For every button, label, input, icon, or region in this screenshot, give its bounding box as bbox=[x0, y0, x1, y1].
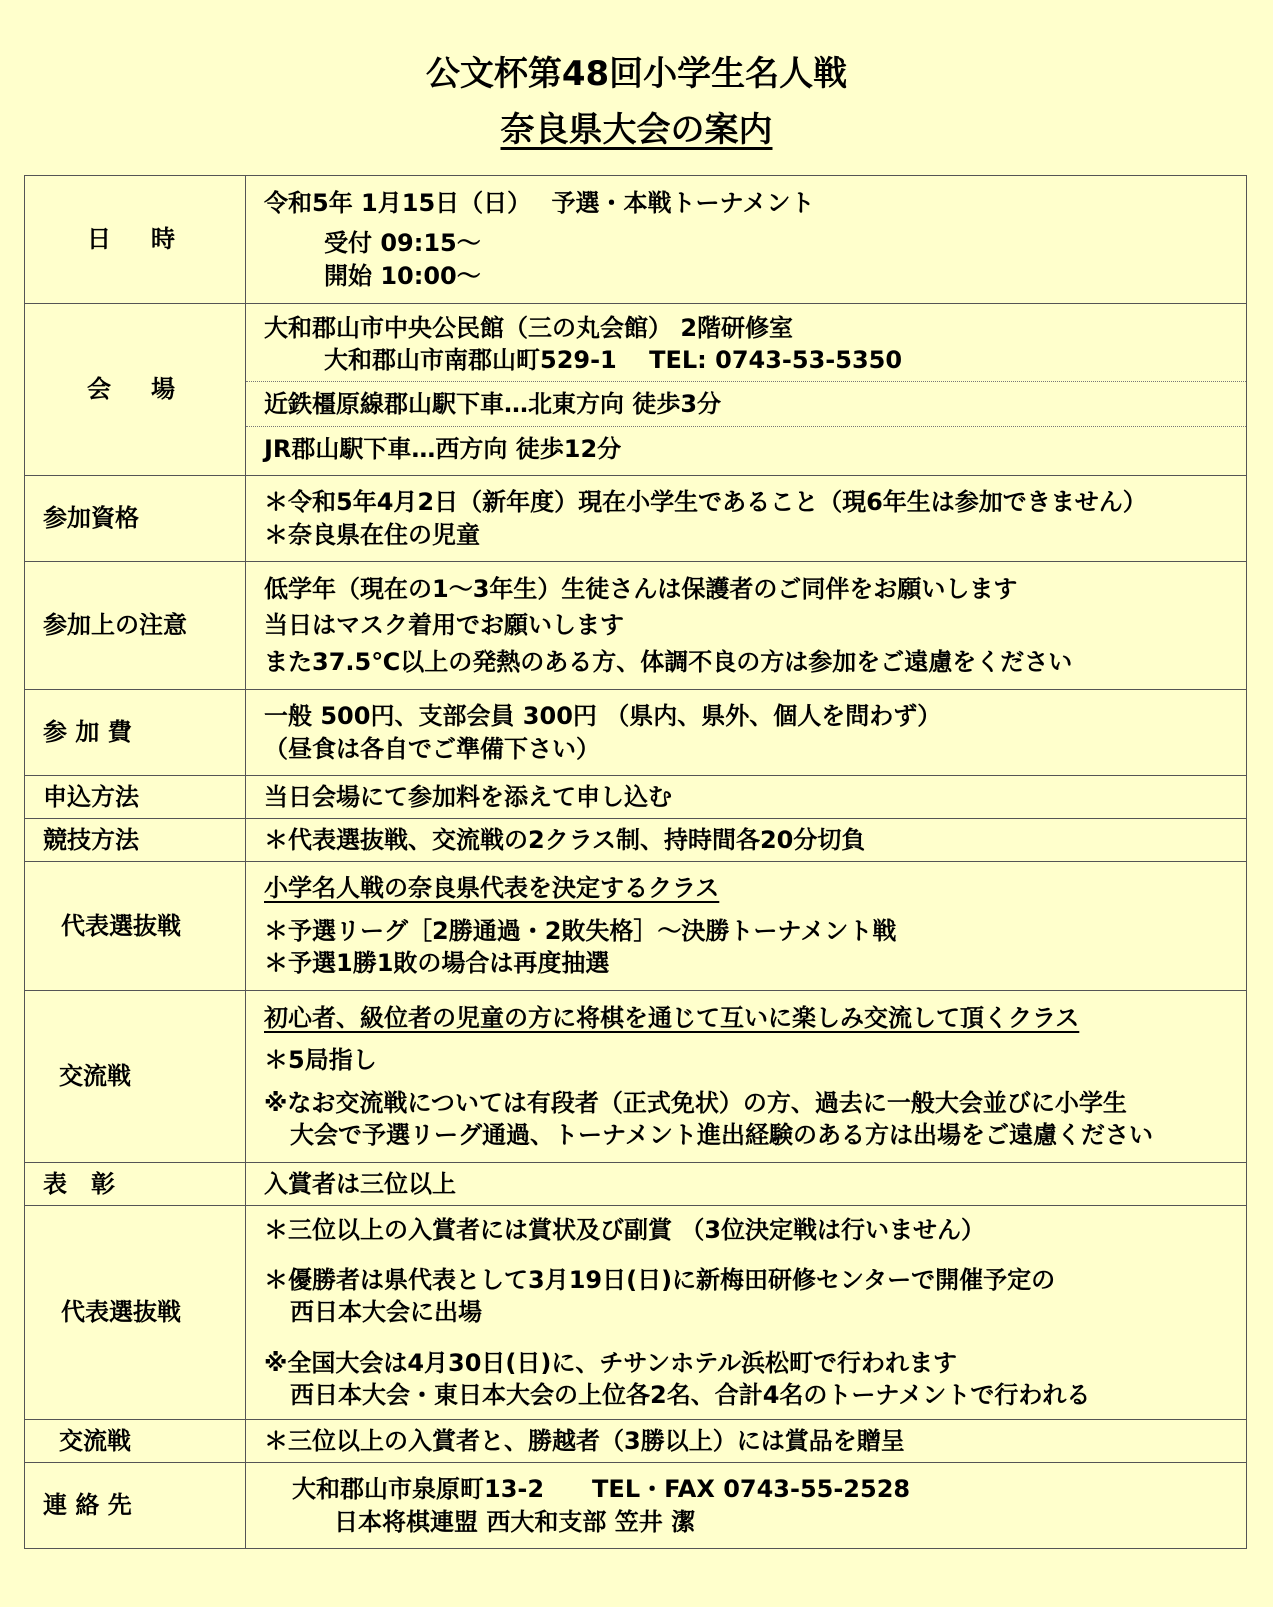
datetime-date: 令和5年 1月15日（日） 予選・本戦トーナメント bbox=[264, 188, 815, 217]
row-format bbox=[25, 819, 1247, 862]
page-title: 公文杯第48回小学生名人戦 bbox=[425, 54, 848, 94]
rep-class-heading: 小学名人戦の奈良県代表を決定するクラス bbox=[264, 874, 720, 903]
rep-award-line: 西日本大会・東日本大会の上位各2名、合計4名のトーナメントで行われる bbox=[290, 1381, 1091, 1410]
venue-address: 大和郡山市南郡山町529-1 TEL: 0743-53-5350 bbox=[324, 346, 903, 375]
exchange-class-line: ※なお交流戦については有段者（正式免状）の方、過去に一般大会並びに小学生 bbox=[264, 1088, 1127, 1117]
label-exchange-class: 交流戦 bbox=[25, 991, 246, 1163]
content-apply bbox=[246, 776, 1247, 819]
content-fee bbox=[246, 690, 1247, 776]
content-venue bbox=[246, 304, 1247, 476]
datetime-reception: 受付 09:15～ bbox=[324, 229, 481, 258]
content-exchange-class bbox=[246, 991, 1247, 1163]
exchange-class-line: 大会で予選リーグ通過、トーナメント進出経験のある方は出場をご遠慮ください bbox=[290, 1120, 1154, 1149]
row-fee bbox=[25, 690, 1247, 776]
label-venue: 会 場 bbox=[25, 304, 246, 476]
notes-line: 低学年（現在の1～3年生）生徒さんは保護者のご同伴をお願いします bbox=[264, 574, 1018, 603]
fee-line: 一般 500円、支部会員 300円 （県内、県外、個人を問わず） bbox=[264, 702, 942, 731]
row-rep-class bbox=[25, 862, 1247, 991]
row-eligibility bbox=[25, 476, 1247, 562]
venue-access-kintetsu: 近鉄橿原線郡山駅下車…北東方向 徒歩3分 bbox=[246, 381, 1246, 422]
label-exchange-award: 交流戦 bbox=[25, 1420, 246, 1463]
row-notes bbox=[25, 562, 1247, 690]
content-notes bbox=[246, 562, 1247, 690]
contact-address: 大和郡山市泉原町13-2 TEL・FAX 0743-55-2528 bbox=[292, 1475, 911, 1504]
label-fee: 参 加 費 bbox=[25, 690, 246, 776]
label-award: 表 彰 bbox=[25, 1163, 246, 1206]
row-venue bbox=[25, 304, 1247, 476]
content-format bbox=[246, 819, 1247, 862]
rep-award-line: ※全国大会は4月30日(日)に、チサンホテル浜松町で行われます bbox=[264, 1348, 957, 1377]
contact-org: 日本将棋連盟 西大和支部 笠井 潔 bbox=[334, 1507, 696, 1536]
row-exchange-class bbox=[25, 991, 1247, 1163]
label-format: 競技方法 bbox=[25, 819, 246, 862]
notes-line: また37.5℃以上の発熱のある方、体調不良の方は参加をご遠慮をください bbox=[264, 647, 1073, 676]
venue-access-jr: JR郡山駅下車…西方向 徒歩12分 bbox=[246, 426, 1246, 467]
content-rep-award bbox=[246, 1206, 1247, 1420]
rep-class-line: ＊予選リーグ［2勝通過・2敗失格］～決勝トーナメント戦 bbox=[264, 916, 897, 945]
exchange-award-line: ＊三位以上の入賞者と、勝越者（3勝以上）には賞品を贈呈 bbox=[264, 1426, 905, 1455]
eligibility-line: ＊令和5年4月2日（新年度）現在小学生であること（現6年生は参加できません） bbox=[264, 488, 1147, 517]
notes-line: 当日はマスク着用でお願いします bbox=[264, 611, 624, 640]
label-eligibility: 参加資格 bbox=[25, 476, 246, 562]
content-award bbox=[246, 1163, 1247, 1206]
label-datetime: 日 時 bbox=[25, 176, 246, 304]
fee-line: （昼食は各自でご準備下さい） bbox=[264, 734, 600, 763]
exchange-class-heading: 初心者、級位者の児童の方に将棋を通じて互いに楽しみ交流して頂くクラス bbox=[264, 1003, 1080, 1032]
row-contact bbox=[25, 1463, 1247, 1549]
content-contact bbox=[246, 1463, 1247, 1549]
content-exchange-award bbox=[246, 1420, 1247, 1463]
page-subtitle: 奈良県大会の案内 bbox=[500, 110, 773, 150]
label-rep-award: 代表選抜戦 bbox=[25, 1206, 246, 1420]
content-datetime bbox=[246, 176, 1247, 304]
label-notes: 参加上の注意 bbox=[25, 562, 246, 690]
rep-award-line: ＊三位以上の入賞者には賞状及び副賞 （3位決定戦は行いません） bbox=[264, 1215, 986, 1244]
content-rep-class bbox=[246, 862, 1247, 991]
row-award bbox=[25, 1163, 1247, 1206]
row-apply bbox=[25, 776, 1247, 819]
format-line: ＊代表選抜戦、交流戦の2クラス制、持時間各20分切負 bbox=[264, 825, 866, 854]
label-rep-class: 代表選抜戦 bbox=[25, 862, 246, 991]
label-contact: 連 絡 先 bbox=[25, 1463, 246, 1549]
info-table bbox=[24, 175, 1247, 1549]
rep-class-line: ＊予選1勝1敗の場合は再度抽選 bbox=[264, 949, 610, 978]
rep-award-line: 西日本大会に出場 bbox=[290, 1298, 482, 1327]
content-eligibility bbox=[246, 476, 1247, 562]
row-exchange-award bbox=[25, 1420, 1247, 1463]
row-datetime bbox=[25, 176, 1247, 304]
apply-line: 当日会場にて参加料を添えて申し込む bbox=[264, 782, 672, 811]
row-rep-award bbox=[25, 1206, 1247, 1420]
label-apply: 申込方法 bbox=[25, 776, 246, 819]
award-line: 入賞者は三位以上 bbox=[264, 1169, 456, 1198]
exchange-class-line: ＊5局指し bbox=[264, 1046, 377, 1075]
venue-name: 大和郡山市中央公民館（三の丸会館） 2階研修室 bbox=[264, 313, 794, 342]
eligibility-line: ＊奈良県在住の児童 bbox=[264, 520, 480, 549]
datetime-start: 開始 10:00～ bbox=[324, 261, 481, 290]
rep-award-line: ＊優勝者は県代表として3月19日(日)に新梅田研修センターで開催予定の bbox=[264, 1265, 1056, 1294]
